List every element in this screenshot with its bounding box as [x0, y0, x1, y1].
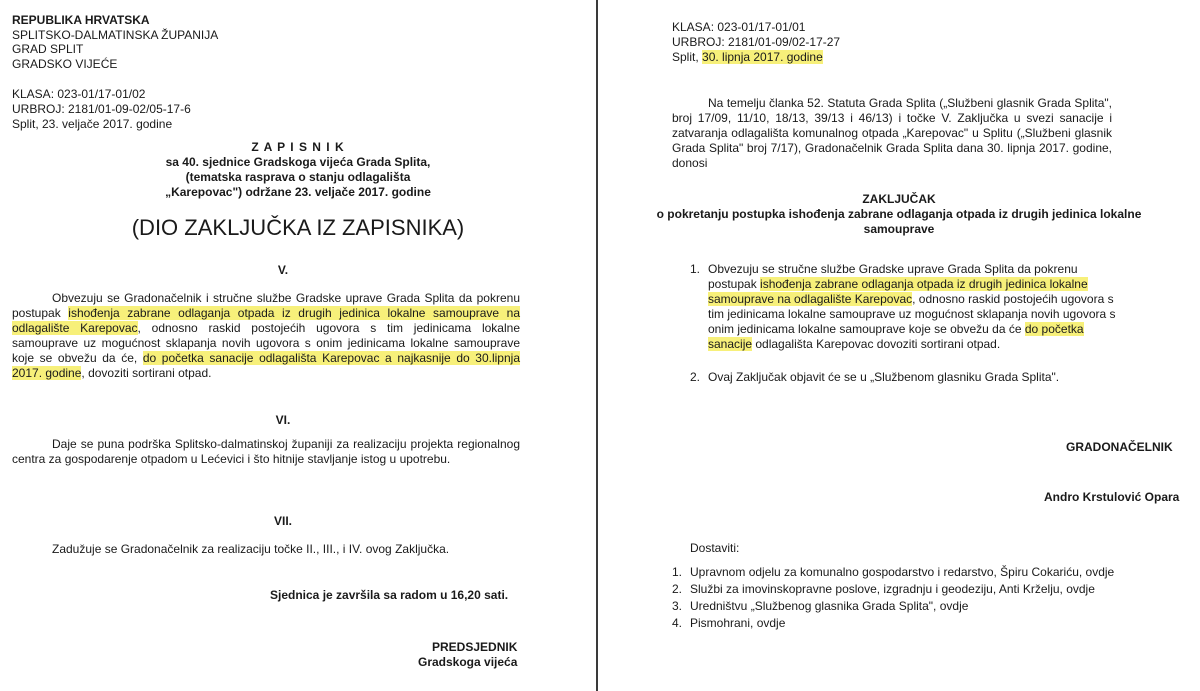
signature-subtitle: Gradskoga vijeća: [418, 655, 518, 669]
recipient-1-number: 1.: [672, 565, 683, 579]
left-document-page: [0, 0, 596, 691]
recipient-3: Uredništvu „Službenog glasnika Grada Splita", ovdje: [690, 599, 969, 613]
recipient-4-number: 4.: [672, 616, 683, 630]
document-title: Z A P I S N I K: [251, 140, 345, 154]
conclusion-title: ZAKLJUČAK: [862, 192, 936, 206]
right-document-page: [598, 0, 1200, 691]
header-line-3: GRAD SPLIT: [12, 42, 84, 56]
highlight-deadline: do početka sanacije odlagališta Karepovac a najkasnije do 30.lipnja 2017. godine: [12, 351, 520, 380]
header-line-4: GRADSKO VIJEĆE: [12, 57, 118, 71]
section-v-number: V.: [277, 263, 289, 277]
recipient-3-number: 3.: [672, 599, 683, 613]
recipient-4: Pismohrani, ovdje: [690, 616, 786, 630]
urbroj: URBROJ: 2181/01-09-02/05-17-6: [12, 102, 191, 116]
signature-title: PREDSJEDNIK: [432, 640, 518, 654]
highlight-ban-request: ishođenja zabrane odlaganja otpada iz drugih jedinica lokalne samouprave na odlagalište Karepovac: [12, 306, 521, 335]
header-line-2: SPLITSKO-DALMATINSKA ŽUPANIJA: [12, 28, 219, 42]
item-1-number: 1.: [690, 262, 701, 276]
subtitle-line-2: (tematska rasprava o stanju odlagališta: [185, 170, 411, 184]
conclusion-subtitle-line-2: samouprave: [863, 222, 935, 236]
recipient-2-number: 2.: [672, 582, 683, 596]
highlight-sanation-start: do početka sanacije: [708, 322, 1084, 351]
section-vi-paragraph: Daje se puna podrška Splitsko-dalmatinskoj županiji za realizaciju projekta regionalnog centra za gospodarenje otpadom u Lećevici i što hitnije stavljanje istog u upotrebu.: [12, 437, 520, 466]
recipient-2: Službi za imovinskopravne poslove, izgradnju i geodeziju, Anti Krželju, ovdje: [690, 582, 1095, 596]
section-v-paragraph: Obvezuju se Gradonačelnik i stručne službe Gradske uprave Grada Splita da pokrenu postupak ishođenja zabrane odlaganja otpada iz drugih jedinica lokalne samouprave na odlagalište Karepovac, odnosno raskid postojećih ugovora s tim jedinicama lokalne samouprave uz mogućnost sklapanja novih ugovora s onim jedinicama lokalne samouprave koje se obvežu da će, do početka sanacije odlagališta Karepovac a najkasnije do 30.lipnja 2017. godine, dovoziti sortirani otpad.: [12, 291, 521, 380]
urbroj: URBROJ: 2181/01-09/02-17-27: [672, 35, 841, 49]
item-2-paragraph: Ovaj Zaključak objavit će se u „Službenom glasniku Grada Splita".: [708, 370, 1060, 384]
subtitle-line-3: „Karepovac") održane 23. veljače 2017. godine: [165, 185, 431, 199]
highlight-date: 30. lipnja 2017. godine: [702, 50, 823, 64]
klasa: KLASA: 023-01/17-01/02: [12, 87, 146, 101]
session-closing: Sjednica je završila sa radom u 16,20 sati.: [270, 588, 509, 602]
document-date: Split, 30. lipnja 2017. godine: [672, 50, 823, 64]
delivery-heading: Dostaviti:: [690, 541, 740, 555]
preamble-paragraph: Na temelju članka 52. Statuta Grada Splita („Službeni glasnik Grada Splita", broj 17/09, 11/10, 18/13, 39/13 i 46/13) i točke V. Zaključka u svezi sanacije i zatvaranja odlagališta komunalnog otpada „Karepovac" u Splitu („Službeni glasnik Grada Splita" broj 7/17), Gradonačelnik Grada Splita dana 30. lipnja 2017. godine, donosi: [672, 96, 1112, 170]
item-2-number: 2.: [690, 370, 701, 384]
excerpt-heading: (DIO ZAKLJUČKA IZ ZAPISNIKA): [131, 215, 465, 240]
klasa: KLASA: 023-01/17-01/01: [672, 20, 806, 34]
conclusion-subtitle-line-1: o pokretanju postupka ishođenja zabrane odlaganja otpada iz drugih jedinica lokalne: [656, 207, 1142, 221]
signature-name: Andro Krstulović Opara: [1044, 490, 1180, 504]
section-vi-number: VI.: [275, 413, 291, 427]
header-line-1: REPUBLIKA HRVATSKA: [12, 13, 150, 27]
document-date: Split, 23. veljače 2017. godine: [12, 117, 173, 131]
signature-title: GRADONAČELNIK: [1066, 440, 1173, 454]
section-vii-number: VII.: [273, 514, 292, 528]
recipient-1: Upravnom odjelu za komunalno gospodarstvo i redarstvo, Špiru Cokariću, ovdje: [690, 565, 1115, 579]
item-1-paragraph: Obvezuju se stručne službe Gradske uprave Grada Splita da pokrenu postupak ishođenja zabrane odlaganja otpada iz drugih jedinica lokalne samouprave na odlagalište Karepovac, odnosno raskid postojećih ugovora s tim jedinicama lokalne samouprave uz mogućnost sklapanja novih ugovora s onim jedinicama lokalne samouprave koje se obvežu da će do početka sanacije odlagališta Karepovac dovoziti sortirani otpad.: [708, 262, 1116, 351]
highlight-ban-request: ishođenja zabrane odlaganja otpada iz drugih jedinica lokalne samouprave na odlagalište Karepovac: [708, 277, 1088, 306]
section-vii-paragraph: Zadužuje se Gradonačelnik za realizaciju točke II., III., i IV. ovog Zaključka.: [52, 542, 450, 556]
subtitle-line-1: sa 40. sjednice Gradskoga vijeća Grada Splita,: [165, 155, 431, 169]
